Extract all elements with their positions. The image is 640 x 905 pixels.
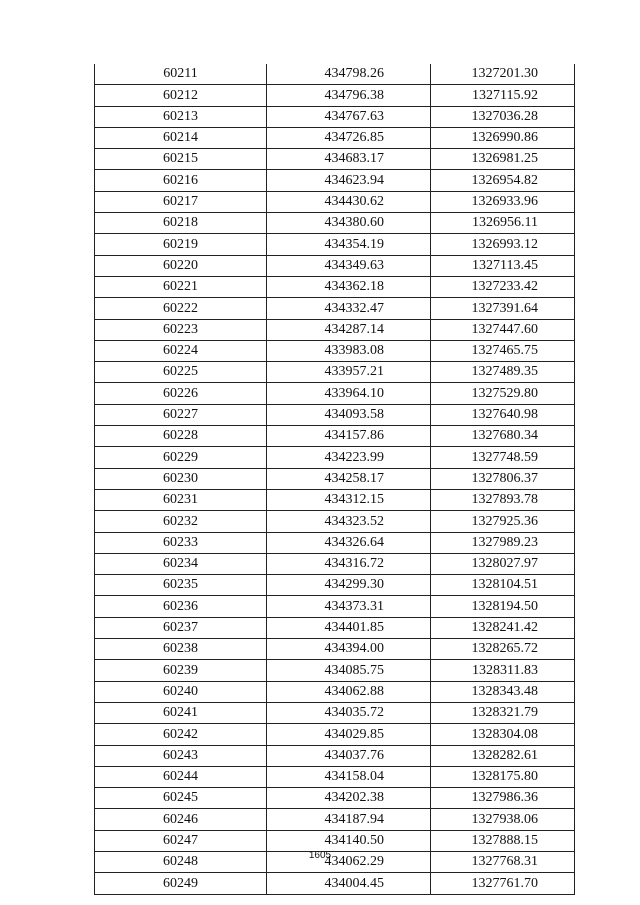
point-id-cell: 60230 <box>95 468 267 489</box>
point-id-cell: 60231 <box>95 489 267 510</box>
x-coordinate-cell: 433983.08 <box>267 340 431 361</box>
point-id-cell: 60244 <box>95 766 267 787</box>
x-coordinate-cell: 434223.99 <box>267 447 431 468</box>
x-coordinate-cell: 434287.14 <box>267 319 431 340</box>
x-coordinate-cell: 434312.15 <box>267 489 431 510</box>
table-row <box>95 362 575 383</box>
x-coordinate-cell: 433964.10 <box>267 383 431 404</box>
table-row <box>95 639 575 660</box>
table-row <box>95 404 575 425</box>
x-coordinate-cell: 434798.26 <box>267 64 431 85</box>
x-coordinate-cell: 434029.85 <box>267 724 431 745</box>
point-id-cell: 60243 <box>95 745 267 766</box>
point-id-cell: 60217 <box>95 191 267 212</box>
table-row <box>95 383 575 404</box>
point-id-cell: 60240 <box>95 681 267 702</box>
table-row <box>95 298 575 319</box>
x-coordinate-cell: 433957.21 <box>267 362 431 383</box>
point-id-cell: 60233 <box>95 532 267 553</box>
point-id-cell: 60221 <box>95 276 267 297</box>
page-number: 1605 <box>308 850 332 861</box>
x-coordinate-cell: 434373.31 <box>267 596 431 617</box>
x-coordinate-cell: 434323.52 <box>267 511 431 532</box>
point-id-cell: 60213 <box>95 106 267 127</box>
point-id-cell: 60237 <box>95 617 267 638</box>
x-coordinate-cell: 434796.38 <box>267 85 431 106</box>
x-coordinate-cell: 434430.62 <box>267 191 431 212</box>
point-id-cell: 60235 <box>95 575 267 596</box>
x-coordinate-cell: 434140.50 <box>267 830 431 851</box>
y-coordinate-cell: 1327640.98 <box>431 404 575 425</box>
y-coordinate-cell: 1328104.51 <box>431 575 575 596</box>
point-id-cell: 60238 <box>95 639 267 660</box>
point-id-cell: 60247 <box>95 830 267 851</box>
table-row <box>95 127 575 148</box>
y-coordinate-cell: 1328282.61 <box>431 745 575 766</box>
x-coordinate-cell: 434299.30 <box>267 575 431 596</box>
x-coordinate-cell: 434394.00 <box>267 639 431 660</box>
x-coordinate-cell: 434157.86 <box>267 426 431 447</box>
point-id-cell: 60219 <box>95 234 267 255</box>
table-row <box>95 575 575 596</box>
table-row <box>95 426 575 447</box>
table-row <box>95 702 575 723</box>
point-id-cell: 60214 <box>95 127 267 148</box>
y-coordinate-cell: 1327680.34 <box>431 426 575 447</box>
table-row <box>95 596 575 617</box>
point-id-cell: 60211 <box>95 64 267 85</box>
y-coordinate-cell: 1327761.70 <box>431 873 575 894</box>
point-id-cell: 60249 <box>95 873 267 894</box>
x-coordinate-cell: 434623.94 <box>267 170 431 191</box>
x-coordinate-cell: 434035.72 <box>267 702 431 723</box>
y-coordinate-cell: 1326956.11 <box>431 213 575 234</box>
x-coordinate-cell: 434062.88 <box>267 681 431 702</box>
point-id-cell: 60227 <box>95 404 267 425</box>
x-coordinate-cell: 434316.72 <box>267 553 431 574</box>
x-coordinate-cell: 434187.94 <box>267 809 431 830</box>
y-coordinate-cell: 1327489.35 <box>431 362 575 383</box>
x-coordinate-cell: 434093.58 <box>267 404 431 425</box>
point-id-cell: 60241 <box>95 702 267 723</box>
point-id-cell: 60248 <box>95 851 267 872</box>
x-coordinate-cell: 434401.85 <box>267 617 431 638</box>
table-row <box>95 255 575 276</box>
point-id-cell: 60222 <box>95 298 267 319</box>
table-row <box>95 276 575 297</box>
x-coordinate-cell: 434683.17 <box>267 149 431 170</box>
y-coordinate-cell: 1328343.48 <box>431 681 575 702</box>
y-coordinate-cell: 1327465.75 <box>431 340 575 361</box>
y-coordinate-cell: 1327748.59 <box>431 447 575 468</box>
table-row <box>95 149 575 170</box>
y-coordinate-cell: 1326990.86 <box>431 127 575 148</box>
point-id-cell: 60220 <box>95 255 267 276</box>
y-coordinate-cell: 1328027.97 <box>431 553 575 574</box>
x-coordinate-cell: 434158.04 <box>267 766 431 787</box>
table-row <box>95 447 575 468</box>
y-coordinate-cell: 1328304.08 <box>431 724 575 745</box>
y-coordinate-cell: 1327529.80 <box>431 383 575 404</box>
y-coordinate-cell: 1328175.80 <box>431 766 575 787</box>
point-id-cell: 60239 <box>95 660 267 681</box>
point-id-cell: 60223 <box>95 319 267 340</box>
point-id-cell: 60228 <box>95 426 267 447</box>
y-coordinate-cell: 1328241.42 <box>431 617 575 638</box>
table-row <box>95 64 575 85</box>
table-row <box>95 213 575 234</box>
y-coordinate-cell: 1327925.36 <box>431 511 575 532</box>
x-coordinate-cell: 434726.85 <box>267 127 431 148</box>
x-coordinate-cell: 434004.45 <box>267 873 431 894</box>
y-coordinate-cell: 1327893.78 <box>431 489 575 510</box>
point-id-cell: 60229 <box>95 447 267 468</box>
point-id-cell: 60246 <box>95 809 267 830</box>
coordinate-table-body <box>95 64 575 894</box>
table-row <box>95 873 575 894</box>
y-coordinate-cell: 1327806.37 <box>431 468 575 489</box>
y-coordinate-cell: 1326981.25 <box>431 149 575 170</box>
table-row <box>95 830 575 851</box>
table-row <box>95 85 575 106</box>
x-coordinate-cell: 434349.63 <box>267 255 431 276</box>
y-coordinate-cell: 1327115.92 <box>431 85 575 106</box>
x-coordinate-cell: 434326.64 <box>267 532 431 553</box>
y-coordinate-cell: 1327938.06 <box>431 809 575 830</box>
table-row <box>95 745 575 766</box>
point-id-cell: 60242 <box>95 724 267 745</box>
y-coordinate-cell: 1327201.30 <box>431 64 575 85</box>
x-coordinate-cell: 434380.60 <box>267 213 431 234</box>
y-coordinate-cell: 1326993.12 <box>431 234 575 255</box>
point-id-cell: 60224 <box>95 340 267 361</box>
y-coordinate-cell: 1326954.82 <box>431 170 575 191</box>
point-id-cell: 60226 <box>95 383 267 404</box>
point-id-cell: 60216 <box>95 170 267 191</box>
x-coordinate-cell: 434062.29 <box>267 851 431 872</box>
y-coordinate-cell: 1327888.15 <box>431 830 575 851</box>
x-coordinate-cell: 434767.63 <box>267 106 431 127</box>
coordinate-table <box>94 64 575 895</box>
point-id-cell: 60232 <box>95 511 267 532</box>
table-row <box>95 511 575 532</box>
point-id-cell: 60212 <box>95 85 267 106</box>
table-row <box>95 809 575 830</box>
y-coordinate-cell: 1327113.45 <box>431 255 575 276</box>
table-row <box>95 234 575 255</box>
y-coordinate-cell: 1327233.42 <box>431 276 575 297</box>
x-coordinate-cell: 434362.18 <box>267 276 431 297</box>
x-coordinate-cell: 434202.38 <box>267 788 431 809</box>
x-coordinate-cell: 434354.19 <box>267 234 431 255</box>
table-row <box>95 340 575 361</box>
point-id-cell: 60225 <box>95 362 267 383</box>
table-row <box>95 788 575 809</box>
point-id-cell: 60218 <box>95 213 267 234</box>
y-coordinate-cell: 1327036.28 <box>431 106 575 127</box>
y-coordinate-cell: 1327989.23 <box>431 532 575 553</box>
y-coordinate-cell: 1327768.31 <box>431 851 575 872</box>
table-row <box>95 724 575 745</box>
y-coordinate-cell: 1328194.50 <box>431 596 575 617</box>
table-row <box>95 170 575 191</box>
y-coordinate-cell: 1327447.60 <box>431 319 575 340</box>
point-id-cell: 60234 <box>95 553 267 574</box>
y-coordinate-cell: 1328265.72 <box>431 639 575 660</box>
table-row <box>95 660 575 681</box>
x-coordinate-cell: 434258.17 <box>267 468 431 489</box>
table-row <box>95 553 575 574</box>
y-coordinate-cell: 1327986.36 <box>431 788 575 809</box>
y-coordinate-cell: 1328321.79 <box>431 702 575 723</box>
point-id-cell: 60245 <box>95 788 267 809</box>
point-id-cell: 60215 <box>95 149 267 170</box>
table-row <box>95 468 575 489</box>
x-coordinate-cell: 434332.47 <box>267 298 431 319</box>
y-coordinate-cell: 1327391.64 <box>431 298 575 319</box>
y-coordinate-cell: 1326933.96 <box>431 191 575 212</box>
table-row <box>95 617 575 638</box>
table-row <box>95 106 575 127</box>
point-id-cell: 60236 <box>95 596 267 617</box>
x-coordinate-cell: 434037.76 <box>267 745 431 766</box>
table-row <box>95 319 575 340</box>
x-coordinate-cell: 434085.75 <box>267 660 431 681</box>
table-row <box>95 766 575 787</box>
table-row <box>95 489 575 510</box>
y-coordinate-cell: 1328311.83 <box>431 660 575 681</box>
table-row <box>95 191 575 212</box>
table-row <box>95 681 575 702</box>
table-row <box>95 532 575 553</box>
